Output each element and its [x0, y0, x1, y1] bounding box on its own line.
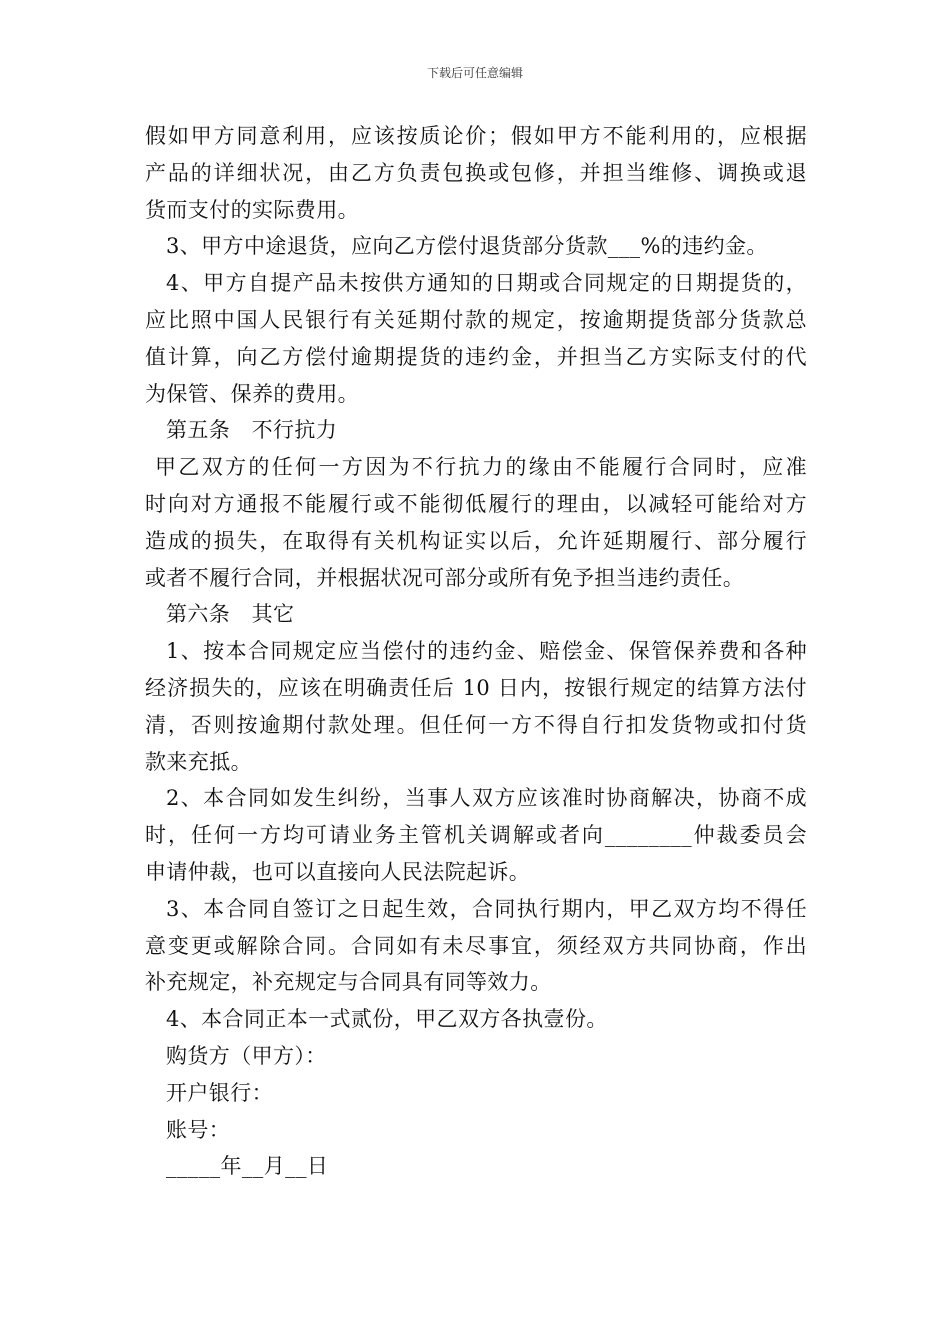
document-line: 甲乙双方的任何一方因为不行抗力的缘由不能履行合同时，应准 — [155, 455, 807, 480]
document-line: 3、本合同自签订之日起生效，合同执行期内，甲乙双方均不得任 — [166, 896, 807, 921]
document-line: 值计算，向乙方偿付逾期提货的违约金，并担当乙方实际支付的代 — [145, 344, 807, 369]
document-line: 购货方（甲方）： — [166, 1043, 327, 1068]
document-line: 清，否则按逾期付款处理。但任何一方不得自行扣发货物或扣付货 — [145, 712, 807, 737]
document-line: 4、本合同正本一式贰份，甲乙双方各执壹份。 — [166, 1007, 608, 1032]
document-line: 时，任何一方均可请业务主管机关调解或者向________仲裁委员会 — [145, 823, 807, 848]
document-line: 为保管、保养的费用。 — [145, 381, 359, 406]
document-line: 账号： — [166, 1117, 231, 1142]
document-line: 造成的损失，在取得有关机构证实以后，允许延期履行、部分履行 — [145, 528, 807, 553]
document-line: 2、本合同如发生纠纷，当事人双方应该准时协商解决，协商不成 — [166, 786, 807, 811]
document-line: 或者不履行合同，并根据状况可部分或所有免予担当违约责任。 — [145, 565, 745, 590]
document-line: 应比照中国人民银行有关延期付款的规定，按逾期提货部分货款总 — [145, 307, 807, 332]
document-line: 款来充抵。 — [145, 749, 252, 774]
document-line: 经济损失的，应该在明确责任后 10 日内，按银行规定的结算方法付 — [145, 675, 807, 700]
document-line: 第六条 其它 — [166, 602, 295, 627]
page-header: 下载后可任意编辑 — [426, 66, 523, 80]
document-line: _____年__月__日 — [166, 1154, 329, 1179]
document-line: 假如甲方同意利用，应该按质论价；假如甲方不能利用的，应根据 — [145, 124, 807, 148]
document-body — [145, 118, 807, 1185]
document-line: 补充规定，补充规定与合同具有同等效力。 — [145, 970, 552, 995]
document-line: 时向对方通报不能履行或不能彻低履行的理由，以减轻可能给对方 — [145, 491, 807, 516]
document-line: 意变更或解除合同。合同如有未尽事宜，须经双方共同协商，作出 — [145, 933, 807, 958]
document-line: 1、按本合同规定应当偿付的违约金、赔偿金、保管保养费和各种 — [166, 639, 807, 664]
document-line: 开户银行： — [166, 1080, 273, 1105]
document-line: 产品的详细状况，由乙方负责包换或包修，并担当维修、调换或退 — [145, 160, 807, 185]
document-line: 货而支付的实际费用。 — [145, 197, 359, 222]
document-line: 第五条 不行抗力 — [166, 418, 338, 443]
document-line: 申请仲裁，也可以直接向人民法院起诉。 — [145, 859, 531, 884]
document-line: 4、甲方自提产品未按供方通知的日期或合同规定的日期提货的， — [166, 271, 807, 296]
document-line: 3、甲方中途退货，应向乙方偿付退货部分货款___%的违约金。 — [166, 234, 768, 259]
